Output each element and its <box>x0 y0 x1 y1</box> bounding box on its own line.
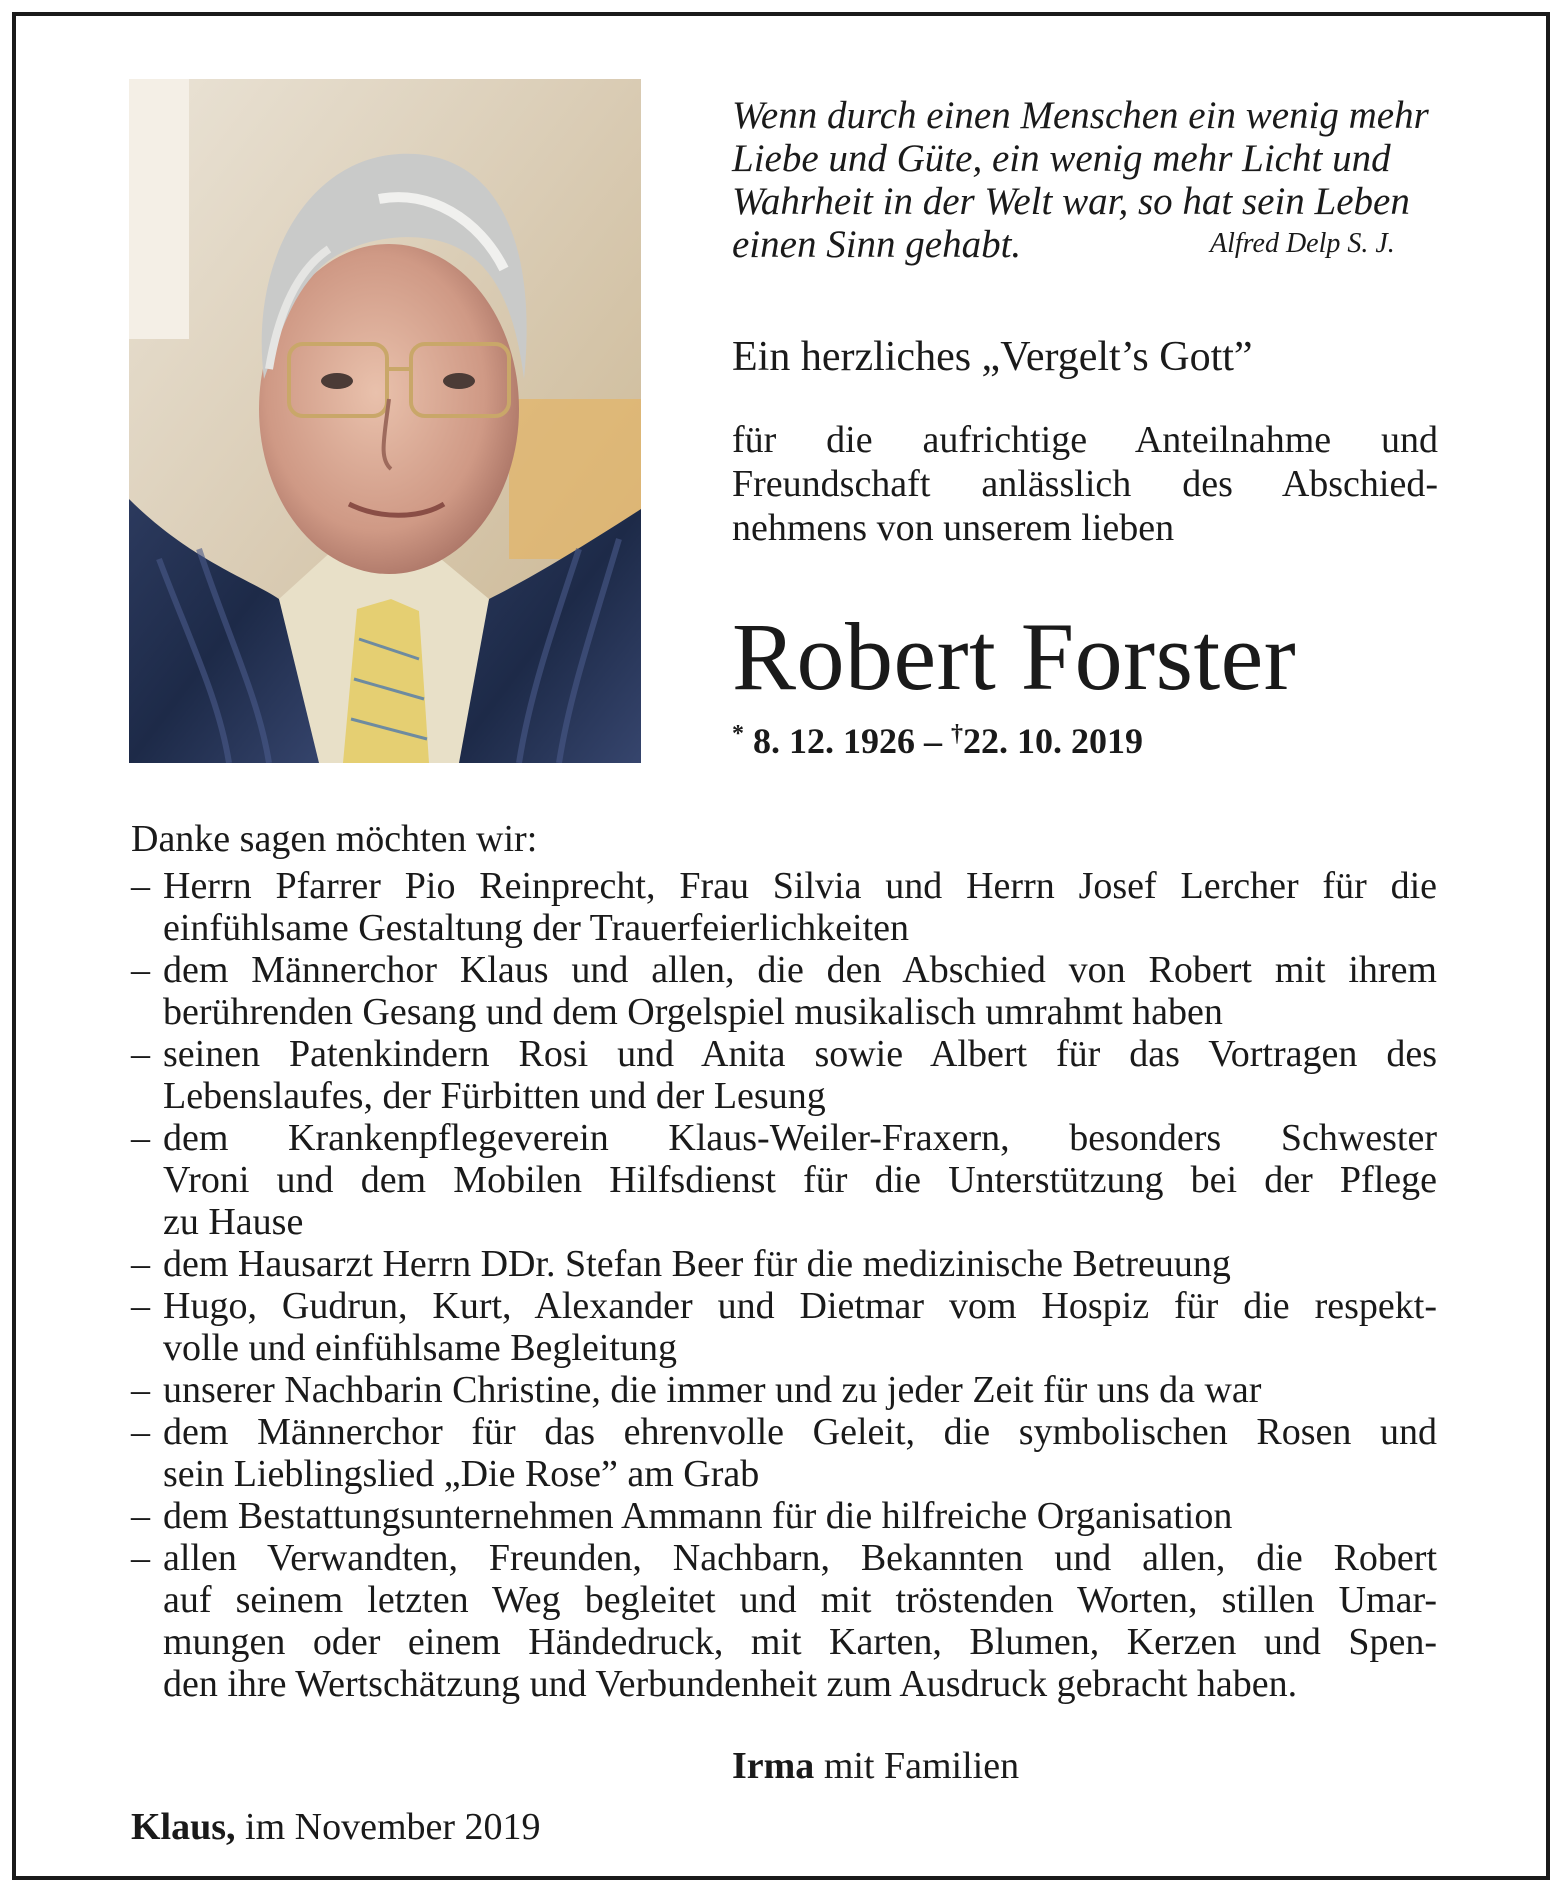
place-date <box>131 1805 541 1849</box>
list-item-line: allen Verwandten, Freunden, Nachbarn, Bekannten und allen, die Robert <box>163 1537 1437 1579</box>
quote-line: Wenn durch einen Menschen ein wenig mehr <box>732 94 1429 137</box>
thanks-heading: Ein herzliches „Vergelt’s Gott” <box>732 334 1253 380</box>
list-item: – dem Männerchor für das ehrenvolle Geleit, die symbolischen Rosen und sein Lieblingslied „Die Rose” am Grab <box>131 1411 1437 1495</box>
thanks-list <box>131 865 1437 1705</box>
list-item-line: mungen oder einem Händedruck, mit Karten, Blumen, Kerzen und Spen- <box>163 1621 1437 1663</box>
list-item-line: berührenden Gesang und dem Orgelspiel musikalisch umrahmt haben <box>163 991 1223 1033</box>
list-item-line: dem Krankenpflegeverein Klaus-Weiler-Fraxern, besonders Schwester <box>163 1117 1437 1159</box>
quote-author: Alfred Delp S. J. <box>1210 228 1395 259</box>
list-item: – Herrn Pfarrer Pio Reinprecht, Frau Silvia und Herrn Josef Lercher für die einfühlsame Gestaltung der Trauerfeierlichkeiten <box>131 865 1437 949</box>
list-item-line: dem Männerchor Klaus und allen, die den Abschied von Robert mit ihrem <box>163 949 1437 991</box>
quote-line: Liebe und Güte, ein wenig mehr Licht und <box>732 137 1391 180</box>
date-separator: – <box>924 721 942 761</box>
list-item: – dem Hausarzt Herrn DDr. Stefan Beer für die medizinische Betreuung <box>131 1243 1437 1285</box>
list-item-line: Vroni und dem Mobilen Hilfsdienst für die Unterstützung bei der Pflege <box>163 1159 1437 1201</box>
list-item: – Hugo, Gudrun, Kurt, Alexander und Dietmar vom Hospiz für die respekt- volle und einfühlsame Begleitung <box>131 1285 1437 1369</box>
signature-rest: mit Familien <box>823 1745 1020 1787</box>
list-item-line: einfühlsame Gestaltung der Trauerfeierlichkeiten <box>163 907 910 949</box>
list-item-line: Herrn Pfarrer Pio Reinprecht, Frau Silvia und Herrn Josef Lercher für die <box>163 865 1437 907</box>
life-dates <box>732 720 1143 762</box>
list-item-line: dem Männerchor für das ehrenvolle Geleit, die symbolischen Rosen und <box>163 1411 1437 1453</box>
list-item-line: Hugo, Gudrun, Kurt, Alexander und Dietmar vom Hospiz für die respekt- <box>163 1285 1437 1327</box>
list-intro: Danke sagen möchten wir: <box>131 818 538 860</box>
list-item: – unserer Nachbarin Christine, die immer und zu jeder Zeit für uns da war <box>131 1369 1437 1411</box>
list-item-line: dem Bestattungsunternehmen Ammann für die hilfreiche Organisation <box>163 1495 1233 1537</box>
list-item-line: unserer Nachbarin Christine, die immer und zu jeder Zeit für uns da war <box>163 1369 1262 1411</box>
portrait-photo <box>129 79 641 763</box>
list-item-line: dem Hausarzt Herrn DDr. Stefan Beer für die medizinische Betreuung <box>163 1243 1231 1285</box>
list-item: – dem Bestattungsunternehmen Ammann für die hilfreiche Organisation <box>131 1495 1437 1537</box>
list-item: – dem Männerchor Klaus und allen, die den Abschied von Robert mit ihrem berührenden Gesang und dem Orgelspiel musikalisch umrahmt haben <box>131 949 1437 1033</box>
list-item-line: auf seinem letzten Weg begleitet und mit tröstenden Worten, stillen Umar- <box>163 1579 1437 1621</box>
list-item-line: sein Lieblingslied „Die Rose” am Grab <box>163 1453 760 1495</box>
birth-symbol: * <box>732 721 744 747</box>
deceased-name: Robert Forster <box>732 603 1297 710</box>
death-date: 22. 10. 2019 <box>963 721 1143 761</box>
intro-line: nehmens von unserem lieben <box>732 507 1175 549</box>
intro-text <box>732 418 1438 550</box>
list-item-line: zu Hause <box>163 1201 304 1243</box>
intro-line: Freundschaft anlässlich des Abschied- <box>732 463 1438 505</box>
death-symbol: † <box>951 721 963 747</box>
place: Klaus, <box>131 1806 236 1848</box>
list-item-line: den ihre Wertschätzung und Verbundenheit zum Ausdruck gebracht haben. <box>163 1663 1298 1705</box>
list-item-line: Lebenslaufes, der Fürbitten und der Lesung <box>163 1075 826 1117</box>
list-item: – seinen Patenkindern Rosi und Anita sowie Albert für das Vortragen des Lebenslaufes, der Fürbitten und der Lesung <box>131 1033 1437 1117</box>
list-item: – allen Verwandten, Freunden, Nachbarn, Bekannten und allen, die Robert auf seinem letzten Weg begleitet und mit tröstenden Worten, stillen Umar- mungen oder einem Händedruck, mit Karten, Blumen, Kerzen und Spen- den ihre Wertschätzung und Verbundenheit zum Ausdruck gebracht haben. <box>131 1537 1437 1705</box>
signature-name: Irma <box>732 1745 815 1787</box>
list-item-line: seinen Patenkindern Rosi und Anita sowie Albert für das Vortragen des <box>163 1033 1437 1075</box>
birth-date: 8. 12. 1926 <box>753 721 915 761</box>
quote-line: Wahrheit in der Welt war, so hat sein Leben <box>732 180 1410 223</box>
signature <box>732 1744 1019 1788</box>
list-item-line: volle und einfühlsame Begleitung <box>163 1327 677 1369</box>
date: im November 2019 <box>245 1806 541 1848</box>
quote-line: einen Sinn gehabt. <box>732 223 1022 266</box>
intro-line: für die aufrichtige Anteilnahme und <box>732 419 1438 461</box>
list-item: – dem Krankenpflegeverein Klaus-Weiler-Fraxern, besonders Schwester Vroni und dem Mobilen Hilfsdienst für die Unterstützung bei der Pflege zu Hause <box>131 1117 1437 1243</box>
